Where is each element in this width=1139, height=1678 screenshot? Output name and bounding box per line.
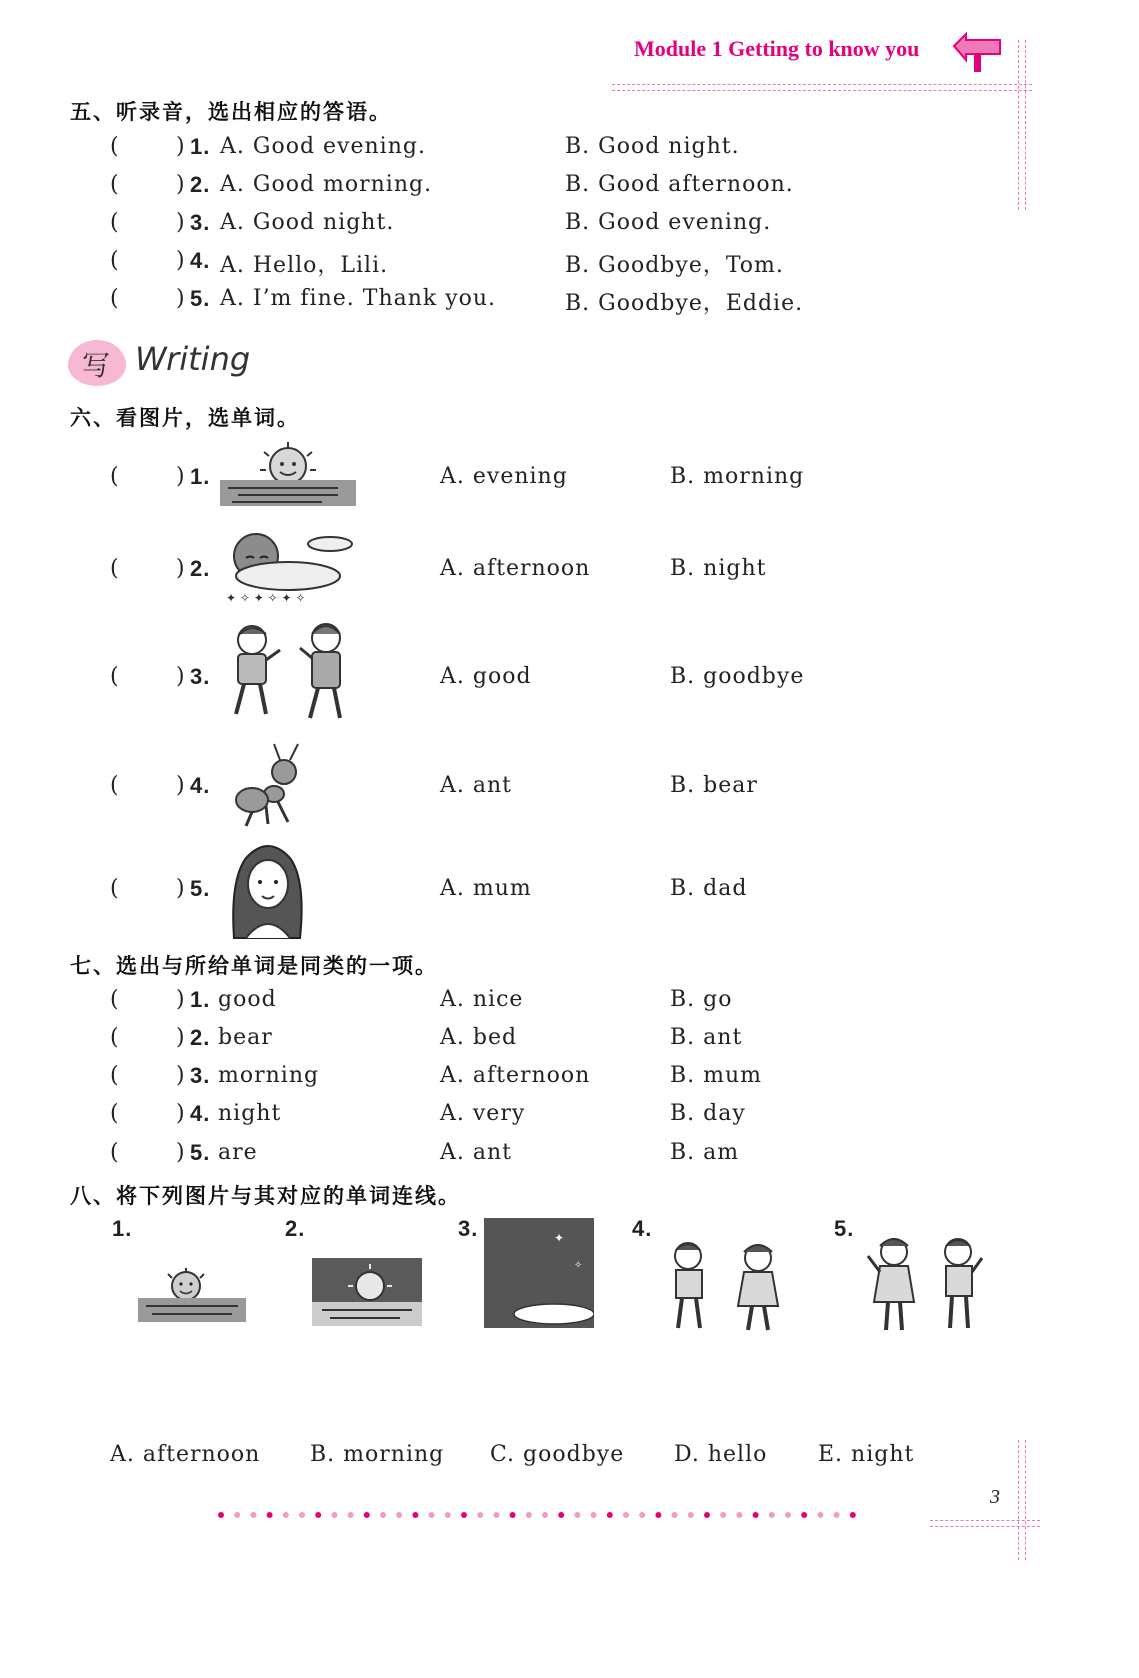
answer-blank[interactable] [128, 138, 176, 164]
sun-rising-over-sea-picture [218, 440, 358, 512]
answer-blank[interactable] [128, 777, 176, 803]
option-b: B. night [670, 556, 767, 581]
option-b: B. Good night. [565, 134, 740, 159]
footer-dot [623, 1512, 629, 1518]
given-word: bear [218, 1025, 273, 1050]
question-number: 1. [190, 464, 211, 489]
answer-paren-close: ) [176, 286, 186, 311]
footer-dot [299, 1512, 305, 1518]
option-a: A. Good morning. [220, 172, 433, 197]
question-number: 4. [190, 773, 211, 798]
header-divider [612, 84, 1032, 85]
question-number: 5. [190, 876, 211, 901]
question-number: 2. [190, 556, 211, 581]
footer-dot [380, 1512, 386, 1518]
footer-dot [445, 1512, 451, 1518]
question-number: 2. [190, 1025, 211, 1050]
question-number: 3. [190, 664, 211, 689]
footer-dot [412, 1512, 418, 1518]
footer-dot [834, 1512, 840, 1518]
picture-number: 1. [112, 1216, 133, 1241]
footer-dot [801, 1512, 807, 1518]
answer-paren-close: ) [176, 248, 186, 273]
answer-paren-close: ) [176, 134, 186, 159]
match-word[interactable]: A. afternoon [110, 1442, 261, 1467]
footer-dot [283, 1512, 289, 1518]
given-word: good [218, 987, 277, 1012]
option-a: A. Good evening. [220, 134, 426, 159]
answer-blank[interactable] [128, 1029, 176, 1055]
answer-paren-close: ) [176, 172, 186, 197]
footer-dot [348, 1512, 354, 1518]
picture-number: 5. [834, 1216, 855, 1241]
option-a: A. very [440, 1101, 526, 1126]
answer-paren-open: ( [110, 210, 120, 235]
option-a: A. mum [440, 876, 532, 901]
footer-dot [429, 1512, 435, 1518]
svg-text:✦ ✧ ✦ ✧ ✦ ✧: ✦ ✧ ✦ ✧ ✦ ✧ [226, 591, 306, 605]
option-a: A. evening [440, 464, 568, 489]
svg-text:✦: ✦ [554, 1231, 565, 1245]
footer-dot [769, 1512, 775, 1518]
margin-line-2 [1025, 40, 1026, 210]
footer-dot [672, 1512, 678, 1518]
answer-paren-close: ) [176, 1101, 186, 1126]
moon-night-icon [484, 1218, 594, 1328]
answer-blank[interactable] [128, 468, 176, 494]
option-b: B. day [670, 1101, 746, 1126]
question-number: 4. [190, 1101, 211, 1126]
footer-dot [607, 1512, 613, 1518]
footer-line [930, 1520, 1040, 1521]
answer-paren-open: ( [110, 464, 120, 489]
question-number: 3. [190, 210, 211, 235]
footer-dot [753, 1512, 759, 1518]
writing-heading: Writing [135, 340, 251, 378]
answer-blank[interactable] [128, 991, 176, 1017]
footer-dots [215, 1510, 865, 1520]
footer-dot [850, 1512, 856, 1518]
footer-margin-line-2 [1025, 1440, 1026, 1560]
footer-dot [526, 1512, 532, 1518]
given-word: morning [218, 1063, 320, 1088]
option-b: B. goodbye [670, 664, 805, 689]
footer-dot [234, 1512, 240, 1518]
option-b: B. bear [670, 773, 758, 798]
answer-blank[interactable] [128, 668, 176, 694]
answer-paren-open: ( [110, 664, 120, 689]
kids-waving-icon [862, 1230, 988, 1340]
option-b: B. Goodbye，Tom. [565, 253, 784, 278]
option-b: B. go [670, 987, 733, 1012]
option-b: B. morning [670, 464, 805, 489]
answer-blank[interactable] [128, 560, 176, 586]
answer-paren-close: ) [176, 1063, 186, 1088]
footer-dot [218, 1512, 224, 1518]
answer-paren-close: ) [176, 876, 186, 901]
footer-dot [736, 1512, 742, 1518]
footer-dot [591, 1512, 597, 1518]
option-a: A. good [440, 664, 532, 689]
svg-text:✧: ✧ [574, 1260, 583, 1271]
section-8-title: 八、将下列图片与其对应的单词连线。 [70, 1184, 461, 1208]
section-5-title: 五、听录音，选出相应的答语。 [70, 100, 392, 124]
question-number: 1. [190, 987, 211, 1012]
answer-blank[interactable] [128, 252, 176, 278]
option-b: B. dad [670, 876, 748, 901]
question-number: 3. [190, 1063, 211, 1088]
answer-paren-open: ( [110, 1101, 120, 1126]
page-number: 3 [990, 1486, 1000, 1508]
answer-paren-open: ( [110, 1063, 120, 1088]
given-word: night [218, 1101, 282, 1126]
footer-dot [331, 1512, 337, 1518]
sunset-icon [312, 1258, 422, 1330]
footer-line-2 [930, 1526, 1040, 1527]
match-word[interactable]: E. night [818, 1442, 915, 1467]
footer-dot [461, 1512, 467, 1518]
given-word: are [218, 1140, 258, 1165]
footer-dot [267, 1512, 273, 1518]
answer-paren-open: ( [110, 876, 120, 901]
picture-number: 2. [285, 1216, 306, 1241]
match-word[interactable]: B. morning [310, 1442, 445, 1467]
option-a: A. afternoon [440, 1063, 591, 1088]
footer-dot [785, 1512, 791, 1518]
option-a: A. Hello，Lili. [220, 253, 389, 278]
moon-and-stars-picture [218, 530, 358, 612]
picture-number: 3. [458, 1216, 479, 1241]
header-divider-2 [612, 90, 1032, 91]
answer-paren-open: ( [110, 1025, 120, 1050]
option-a: A. Good night. [220, 210, 395, 235]
option-a: A. bed [440, 1025, 518, 1050]
footer-dot [250, 1512, 256, 1518]
option-a: A. nice [440, 987, 524, 1012]
answer-paren-close: ) [176, 464, 186, 489]
option-a: A. ant [440, 773, 512, 798]
answer-paren-open: ( [110, 286, 120, 311]
answer-paren-open: ( [110, 248, 120, 273]
kids-greeting-icon [660, 1236, 790, 1340]
footer-dot [493, 1512, 499, 1518]
option-b: B. Good evening. [565, 210, 772, 235]
question-number: 5. [190, 1140, 211, 1165]
answer-paren-open: ( [110, 134, 120, 159]
option-b: B. Good afternoon. [565, 172, 794, 197]
writing-badge-label: 写 [82, 349, 111, 382]
ant-picture [232, 742, 308, 832]
answer-blank[interactable] [128, 880, 176, 906]
option-a: A. ant [440, 1140, 512, 1165]
option-a: A. I’m fine. Thank you. [220, 286, 497, 311]
answer-blank[interactable] [128, 1105, 176, 1131]
module-title: Module 1 Getting to know you [634, 36, 920, 61]
answer-blank[interactable] [128, 290, 176, 316]
answer-paren-close: ) [176, 664, 186, 689]
option-b: B. ant [670, 1025, 743, 1050]
answer-paren-close: ) [176, 210, 186, 235]
footer-margin-line [1018, 1440, 1019, 1560]
footer-dot [655, 1512, 661, 1518]
question-number: 1. [190, 134, 211, 159]
option-a: A. afternoon [440, 556, 591, 581]
answer-paren-open: ( [110, 773, 120, 798]
boy-and-girl-waving-picture [222, 620, 358, 730]
answer-paren-close: ) [176, 1140, 186, 1165]
arrow-sign-icon [950, 30, 1006, 74]
option-b: B. Goodbye，Eddie. [565, 291, 804, 316]
answer-blank[interactable] [128, 176, 176, 202]
footer-dot [364, 1512, 370, 1518]
question-number: 5. [190, 286, 211, 311]
answer-blank[interactable] [128, 1067, 176, 1093]
picture-number: 4. [632, 1216, 653, 1241]
answer-paren-open: ( [110, 987, 120, 1012]
answer-paren-open: ( [110, 556, 120, 581]
woman-picture [228, 840, 306, 940]
section-6-title: 六、看图片，选单词。 [70, 406, 300, 430]
answer-blank[interactable] [128, 214, 176, 240]
sun-rising-icon [136, 1266, 248, 1328]
match-word[interactable]: D. hello [674, 1442, 768, 1467]
footer-dot [510, 1512, 516, 1518]
option-b: B. am [670, 1140, 740, 1165]
section-7-title: 七、选出与所给单词是同类的一项。 [70, 954, 438, 978]
footer-dot [477, 1512, 483, 1518]
footer-dot [720, 1512, 726, 1518]
match-word[interactable]: C. goodbye [490, 1442, 625, 1467]
footer-dot [542, 1512, 548, 1518]
footer-dot [315, 1512, 321, 1518]
footer-dot [704, 1512, 710, 1518]
footer-dot [396, 1512, 402, 1518]
answer-paren-open: ( [110, 172, 120, 197]
answer-paren-open: ( [110, 1140, 120, 1165]
answer-paren-close: ) [176, 1025, 186, 1050]
answer-paren-close: ) [176, 987, 186, 1012]
answer-blank[interactable] [128, 1144, 176, 1170]
footer-dot [817, 1512, 823, 1518]
question-number: 4. [190, 248, 211, 273]
option-b: B. mum [670, 1063, 763, 1088]
footer-dot [558, 1512, 564, 1518]
answer-paren-close: ) [176, 556, 186, 581]
footer-dot [688, 1512, 694, 1518]
answer-paren-close: ) [176, 773, 186, 798]
footer-dot [639, 1512, 645, 1518]
margin-line [1018, 40, 1019, 210]
footer-dot [574, 1512, 580, 1518]
question-number: 2. [190, 172, 211, 197]
